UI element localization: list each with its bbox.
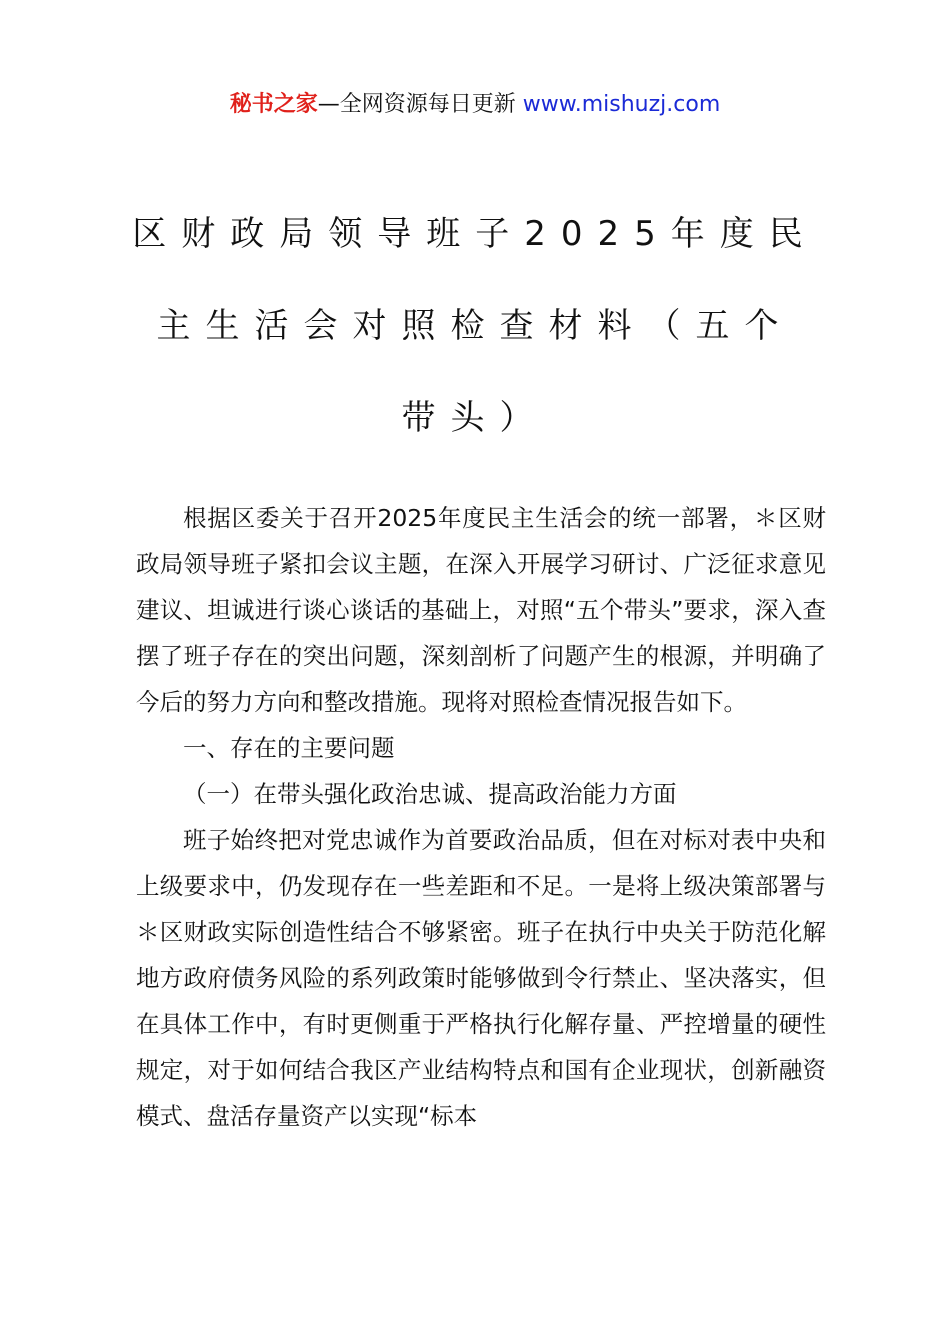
section-heading-1: 一、存在的主要问题 bbox=[183, 734, 395, 762]
brand-name: 秘书之家 bbox=[229, 92, 318, 117]
site-header bbox=[0, 88, 950, 122]
title-line-2: 主生活会对照检查材料（五个 bbox=[156, 306, 794, 346]
subsection-paragraph-1: 班子始终把对党忠诚作为首要政治品质，但在对标对表中央和上级要求中，仍发现存在一些差距和不足。一是将上级决策部署与＊区财政实际创造性结合不够紧密。班子在执行中央关于防范化解地方政府债务风险的系列政策时能够做到令行禁止、坚决落实，但在具体工作中，有时更侧重于严格执行化解存量、严控增量的硬性规定，对于如何结合我区产业结构特点和国有企业现状，创新融资模式、盘活存量资产以实现“标本 bbox=[136, 826, 826, 1130]
document-body bbox=[136, 495, 826, 1139]
title-line-1: 区财政局领导班子2025年度民 bbox=[132, 214, 818, 254]
header-tagline: —全网资源每日更新 bbox=[317, 92, 516, 117]
subsection-heading-1: （一）在带头强化政治忠诚、提高政治能力方面 bbox=[183, 780, 677, 808]
title-line-3: 带头） bbox=[401, 398, 549, 438]
intro-paragraph: 根据区委关于召开2025年度民主生活会的统一部署，＊区财政局领导班子紧扣会议主题，在深入开展学习研讨、广泛征求意见建议、坦诚进行谈心谈话的基础上，对照“五个带头”要求，深入查摆了班子存在的突出问题，深刻剖析了问题产生的根源，并明确了今后的努力方向和整改措施。现将对照检查情况报告如下。 bbox=[136, 504, 826, 716]
site-url[interactable]: www.mishuzj.com bbox=[522, 92, 721, 117]
document-title bbox=[120, 188, 830, 464]
